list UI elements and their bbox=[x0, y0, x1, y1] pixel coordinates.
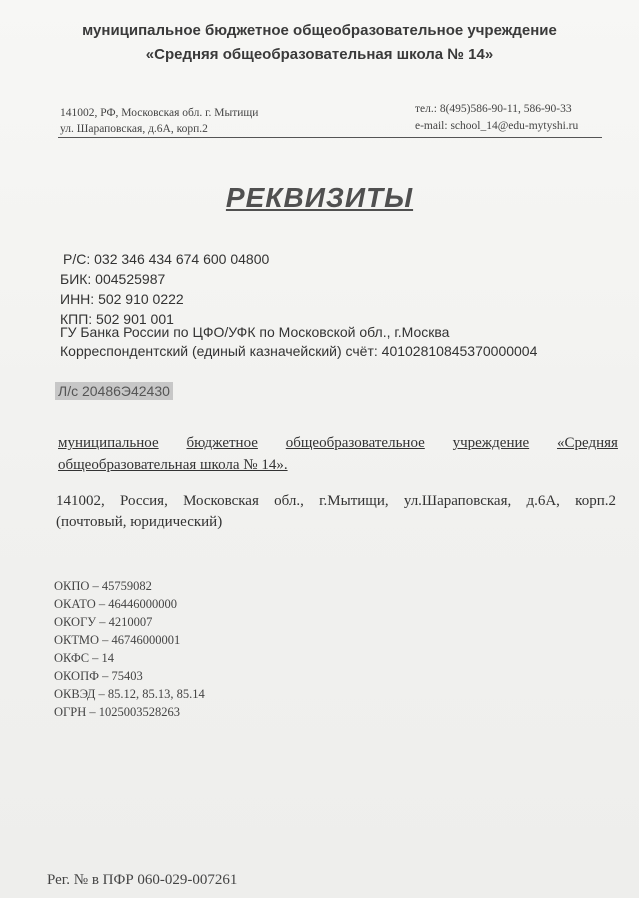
organization-word: учреждение bbox=[452, 435, 530, 451]
organization-word: бюджетное bbox=[186, 435, 258, 451]
postal-word: 141002, bbox=[56, 493, 105, 509]
pfr-registration: Рег. № в ПФР 060-029-007261 bbox=[47, 872, 238, 888]
school-type-heading: муниципальное бюджетное общеобразовательное учреждение bbox=[82, 22, 557, 39]
settlement-account: Р/С: 032 346 434 674 600 04800 bbox=[63, 251, 270, 267]
inn: ИНН: 502 910 0222 bbox=[60, 291, 184, 307]
postal-word: Россия, bbox=[119, 493, 168, 509]
code-okved: ОКВЭД – 85.12, 85.13, 85.14 bbox=[54, 687, 205, 701]
bank-name: ГУ Банка России по ЦФО/УФК по Московской обл., г.Москва bbox=[60, 324, 450, 340]
phone-line: тел.: 8(495)586-90-11, 586-90-33 bbox=[415, 103, 572, 115]
code-okato: ОКАТО – 46446000000 bbox=[54, 597, 178, 611]
postal-address-line-1 bbox=[56, 493, 616, 510]
postal-word: г.Мытищи, bbox=[319, 493, 389, 509]
kpp: КПП: 502 901 001 bbox=[60, 311, 174, 327]
postal-address-line-2: (почтовый, юридический) bbox=[56, 514, 223, 530]
personal-account: Л/с 20486Э42430 bbox=[55, 382, 173, 400]
postal-word: Московская bbox=[183, 493, 259, 509]
code-okpo: ОКПО – 45759082 bbox=[54, 579, 152, 593]
code-ogrn: ОГРН – 1025003528263 bbox=[54, 705, 180, 719]
organization-line-2: общеобразовательная школа № 14». bbox=[58, 457, 288, 473]
bik: БИК: 004525987 bbox=[60, 271, 166, 287]
address-line-1: 141002, РФ, Московская обл. г. Мытищи bbox=[60, 107, 259, 119]
organization-word: общеобразовательное bbox=[285, 435, 425, 451]
organization-line-1 bbox=[58, 435, 618, 452]
code-okfs: ОКФС – 14 bbox=[54, 651, 115, 665]
organization-word: «Средняя bbox=[557, 435, 618, 451]
page-title: РЕКВИЗИТЫ bbox=[225, 182, 414, 213]
header-divider bbox=[58, 137, 602, 138]
code-oktmo: ОКТМО – 46746000001 bbox=[54, 633, 181, 647]
code-okopf: ОКОПФ – 75403 bbox=[54, 669, 143, 683]
organization-word: муниципальное bbox=[58, 435, 159, 451]
address-line-2: ул. Шараповская, д.6А, корп.2 bbox=[60, 123, 208, 135]
postal-word: корп.2 bbox=[575, 493, 616, 509]
postal-word: обл., bbox=[274, 493, 304, 509]
correspondent-account: Корреспондентский (единый казначейский) счёт: 40102810845370000004 bbox=[60, 343, 538, 359]
postal-word: д.6А, bbox=[526, 493, 560, 509]
school-name-heading: «Средняя общеобразовательная школа № 14» bbox=[145, 46, 494, 63]
code-okogu: ОКОГУ – 4210007 bbox=[54, 615, 153, 629]
postal-word: ул.Шараповская, bbox=[403, 493, 512, 509]
email-line: e-mail: school_14@edu-mytyshi.ru bbox=[415, 120, 579, 132]
